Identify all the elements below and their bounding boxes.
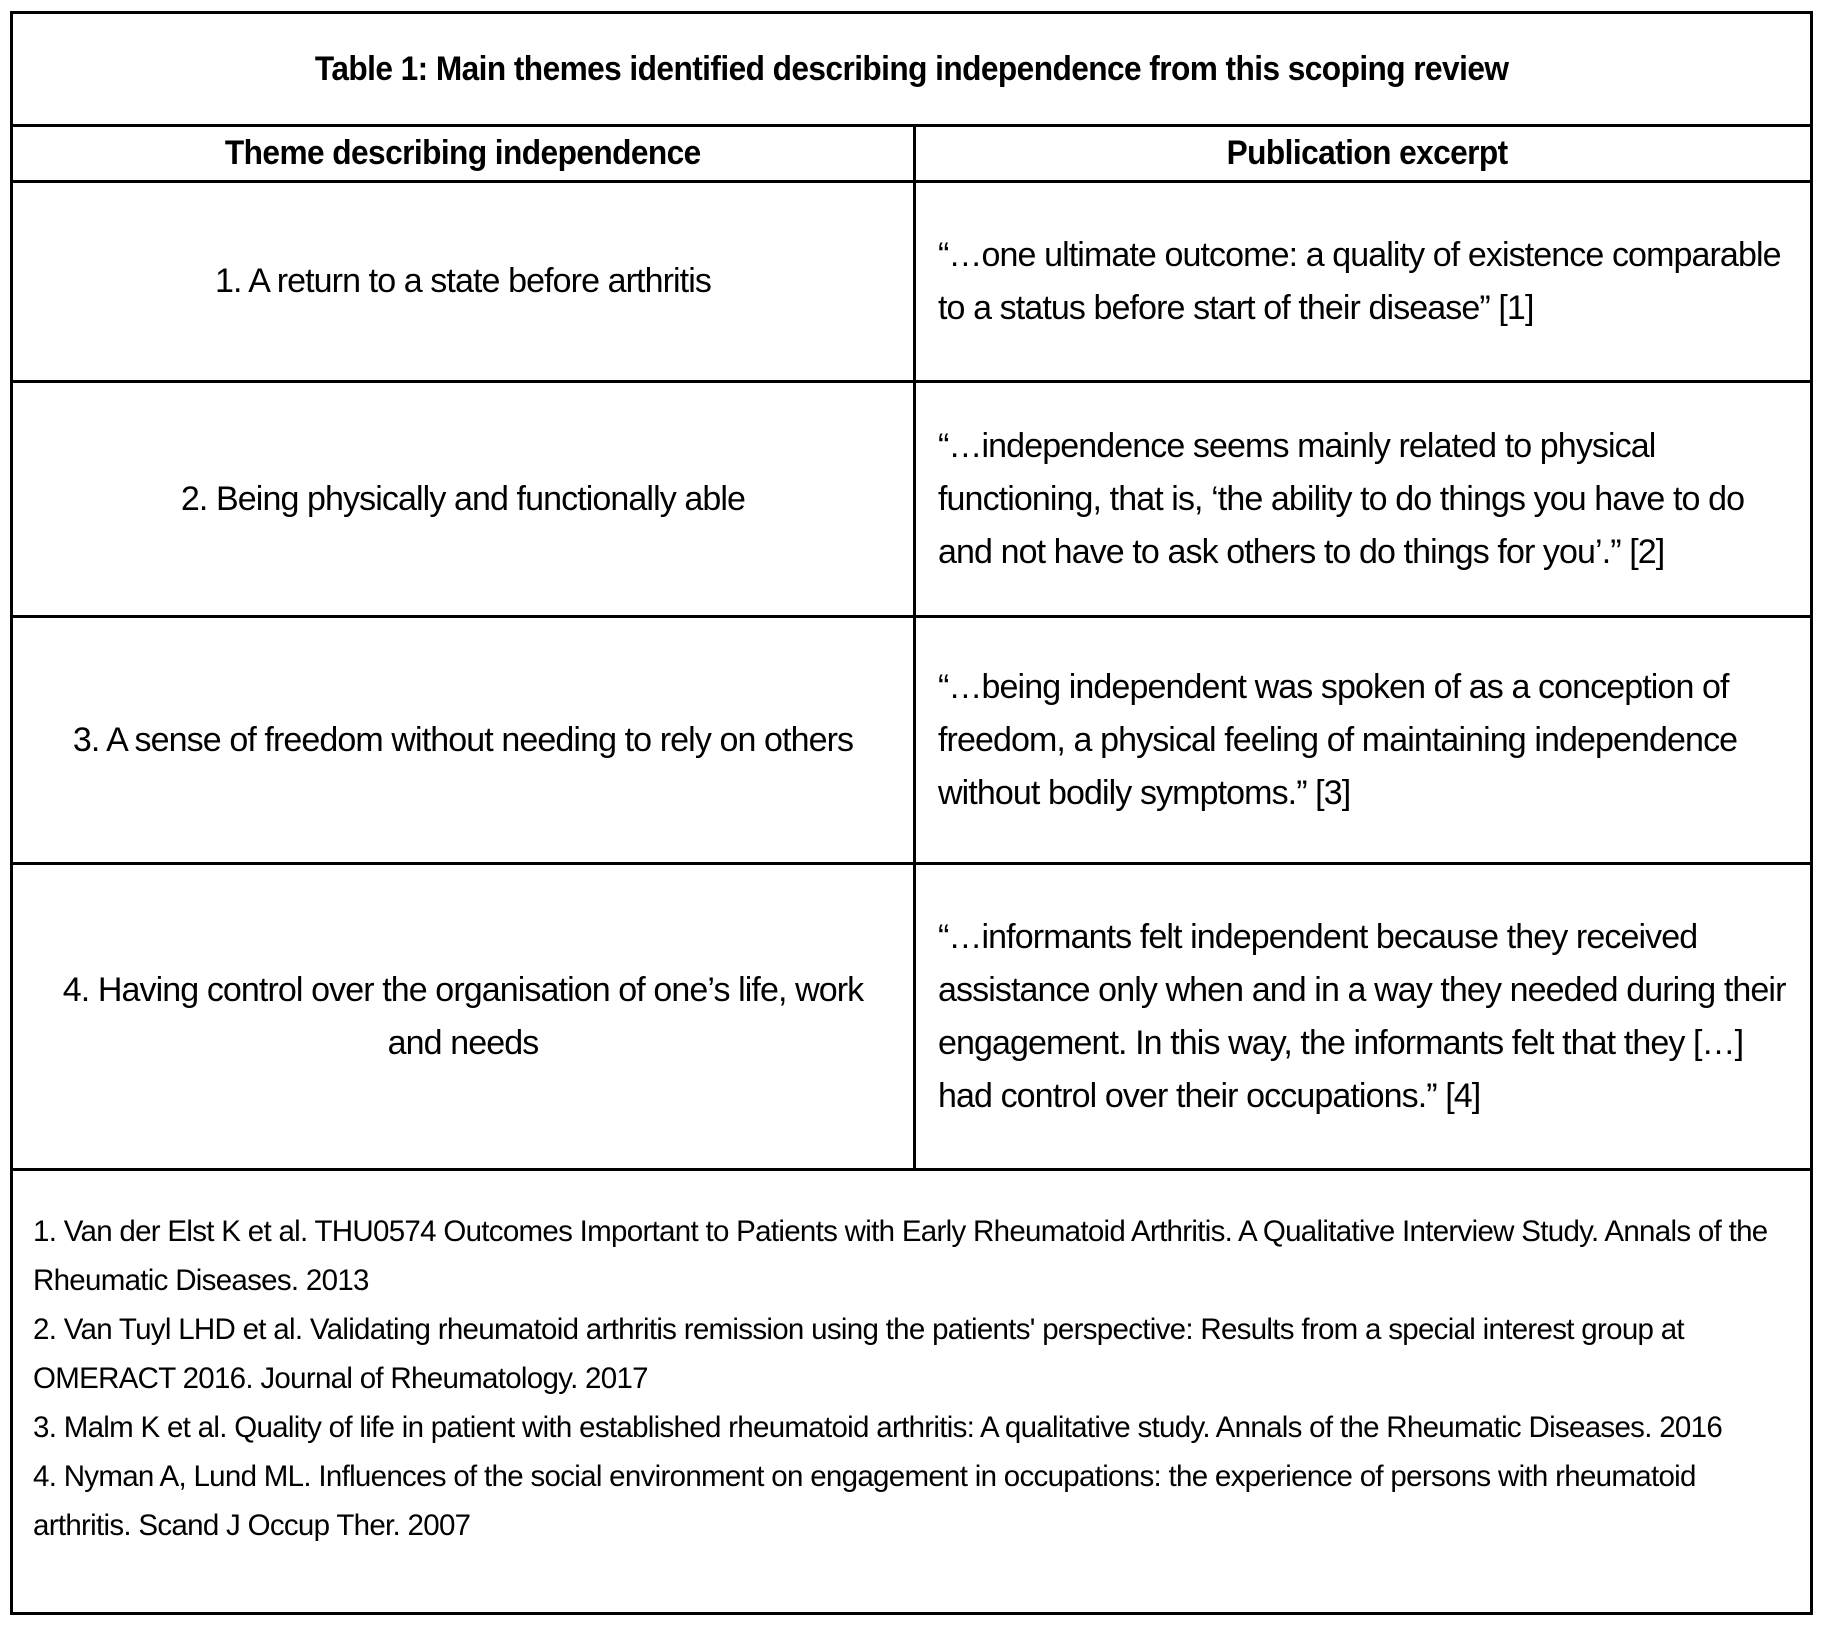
theme-text: 1. A return to a state before arthritis: [215, 262, 711, 300]
reference-item: 3. Malm K et al. Quality of life in patient with established rheumatoid arthritis: A qualitative study. Annals of the Rheumatic Diseases. 2016: [33, 1411, 1723, 1444]
table-row: [13, 865, 1810, 1171]
theme-text: 4. Having control over the organisation of one’s life, work and needs: [62, 970, 864, 1062]
table-title-row: [13, 14, 1810, 127]
header-excerpt: Publication excerpt: [1226, 134, 1508, 172]
excerpt-text: “…independence seems mainly related to physical functioning, that is, ‘the ability to do things you have to do and not have to ask others to do things for you’.” [2]: [938, 426, 1745, 571]
table-row: [13, 183, 1810, 383]
theme-text: 3. A sense of freedom without needing to rely on others: [72, 720, 854, 759]
reference-item: 2. Van Tuyl LHD et al. Validating rheumatoid arthritis remission using the patients' perspective: Results from a special interest group at OMERACT 2016. Journal of Rheumatology. 2017: [33, 1313, 1684, 1395]
table-header-row: [13, 127, 1810, 183]
excerpt-text: “…being independent was spoken of as a conception of freedom, a physical feeling of maintaining independence without bodily symptoms.” [3]: [938, 667, 1738, 812]
excerpt-cell: [916, 183, 1810, 380]
themes-table: [10, 11, 1813, 1615]
reference-item: 4. Nyman A, Lund ML. Influences of the social environment on engagement in occupations: the experience of persons with rheumatoid arthritis. Scand J Occup Ther. 2007: [33, 1460, 1696, 1542]
excerpt-cell: [916, 618, 1810, 862]
reference-item: 1. Van der Elst K et al. THU0574 Outcomes Important to Patients with Early Rheumatoid Arthritis. A Qualitative Interview Study. Annals of the Rheumatic Diseases. 2013: [33, 1215, 1768, 1297]
references-section: [13, 1171, 1810, 1612]
excerpt-cell: [916, 383, 1810, 615]
theme-text: 2. Being physically and functionally able: [180, 479, 746, 518]
theme-cell: [13, 383, 916, 615]
table-row: [13, 618, 1810, 865]
header-excerpt-cell: [916, 127, 1810, 180]
header-theme: Theme describing independence: [225, 134, 701, 172]
header-theme-cell: [13, 127, 916, 180]
table-title: Table 1: Main themes identified describing independence from this scoping review: [314, 49, 1509, 88]
theme-cell: [13, 618, 916, 862]
theme-cell: [13, 183, 916, 380]
excerpt-cell: [916, 865, 1810, 1168]
excerpt-text: “…informants felt independent because they received assistance only when and in a way they needed during their engagement. In this way, the informants felt that they […] had control over their occupations.” [4]: [938, 917, 1786, 1115]
theme-cell: [13, 865, 916, 1168]
excerpt-text: “…one ultimate outcome: a quality of existence comparable to a status before start of their disease” [1]: [938, 235, 1781, 327]
table-row: [13, 383, 1810, 618]
